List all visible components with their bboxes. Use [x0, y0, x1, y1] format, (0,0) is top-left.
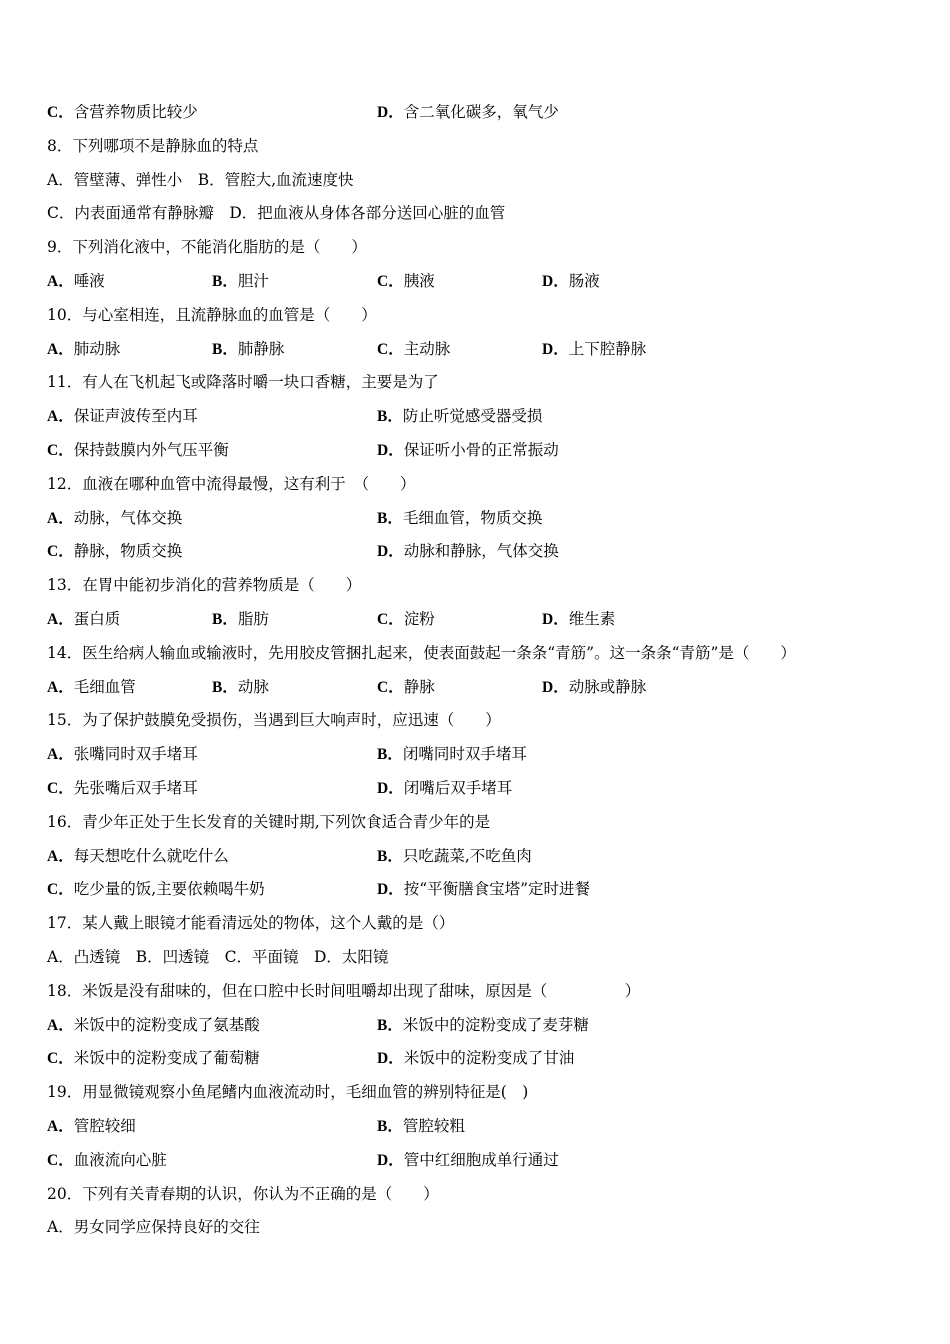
option-text: 动脉和静脉，气体交换	[403, 542, 559, 561]
option-text: 动脉或静脉	[568, 677, 647, 696]
option-text: 管腔较细	[73, 1117, 136, 1135]
option-text: 米饭中的淀粉变成了麦芽糖	[402, 1015, 589, 1034]
question-line: A．管壁薄、弹性小 B．管腔大,血流速度快	[47, 170, 354, 189]
option-text: 吃少量的饭,主要依赖喝牛奶	[73, 880, 265, 899]
option	[47, 100, 198, 125]
option	[47, 337, 120, 362]
option-text: 蛋白质	[73, 610, 121, 628]
option-letter: C．	[47, 1151, 74, 1169]
question-line: A．凸透镜 B．凹透镜 C．平面镜 D．太阳镜	[47, 948, 389, 966]
option	[47, 1046, 260, 1071]
option	[377, 539, 559, 564]
option-letter: B．	[377, 1118, 403, 1135]
option	[212, 607, 269, 632]
option-text: 米饭中的淀粉变成了甘油	[403, 1049, 575, 1068]
option	[377, 1148, 559, 1173]
option	[377, 404, 542, 429]
option	[377, 607, 435, 632]
question-line: 10．与心室相连，且流静脉血的血管是（ ）	[47, 305, 377, 324]
option-letter: A．	[47, 340, 74, 358]
option-letter: C．	[377, 340, 404, 358]
option-text: 肠液	[568, 272, 600, 290]
option	[377, 506, 542, 531]
option-letter: B．	[377, 1016, 403, 1034]
option	[212, 337, 284, 362]
question-line: 11．有人在飞机起飞或降落时嚼一块口香糖，主要是为了	[47, 373, 439, 392]
option-letter: D．	[377, 543, 404, 561]
option-text: 防止听觉感受器受损	[402, 407, 543, 426]
question-line: 19．用显微镜观察小鱼尾鳍内血液流动时，毛细血管的辨别特征是( )	[47, 1083, 529, 1102]
option	[542, 675, 646, 700]
option-text: 胰液	[403, 272, 435, 290]
question-line: 14．医生给病人输血或输液时，先用胶皮管捆扎起来，使表面鼓起一条条“青筋”。这一条条“青筋”是（ ）	[47, 643, 796, 662]
option-letter: A．	[47, 1016, 74, 1034]
option-text: 含二氧化碳多，氧气少	[403, 103, 559, 121]
option-letter: A．	[47, 1118, 74, 1135]
option-text: 保证听小骨的正常振动	[403, 441, 559, 459]
option-text: 主动脉	[403, 339, 451, 358]
option-text: 淀粉	[403, 610, 435, 628]
option-text: 含营养物质比较少	[73, 103, 198, 121]
option-text: 闭嘴同时双手堵耳	[402, 745, 527, 764]
option-text: 肺静脉	[237, 339, 285, 358]
option-letter: B．	[377, 746, 403, 764]
option-letter: A．	[47, 408, 74, 426]
option-letter: D．	[542, 273, 569, 290]
option	[47, 742, 198, 767]
option-letter: D．	[377, 1050, 404, 1068]
option-letter: D．	[377, 1151, 404, 1169]
option-text: 张嘴同时双手堵耳	[73, 745, 198, 764]
option-letter: D．	[377, 881, 404, 899]
option-letter: C．	[377, 678, 404, 696]
question-line: A．男女同学应保持良好的交往	[47, 1218, 260, 1237]
option	[212, 675, 269, 700]
option-letter: C．	[377, 611, 404, 628]
question-line: 9．下列消化液中，不能消化脂肪的是（ ）	[47, 238, 367, 257]
option-letter: D．	[542, 611, 569, 628]
option-letter: B．	[212, 678, 238, 696]
option-letter: D．	[377, 780, 404, 797]
option	[377, 1114, 465, 1139]
option	[542, 269, 600, 294]
question-line: 17．某人戴上眼镜才能看清远处的物体，这个人戴的是（）	[47, 914, 455, 933]
option-letter: D．	[377, 442, 404, 459]
option	[47, 844, 229, 869]
option-letter: B．	[212, 273, 238, 290]
option-text: 毛细血管	[73, 677, 136, 696]
option-letter: C．	[47, 543, 74, 561]
option	[377, 877, 590, 902]
option-text: 米饭中的淀粉变成了葡萄糖	[73, 1049, 260, 1068]
option-letter: B．	[377, 408, 403, 426]
option-text: 动脉，气体交换	[73, 508, 183, 527]
option-text: 按“平衡膳食宝塔”定时进餐	[403, 880, 591, 899]
option-letter: C．	[377, 273, 404, 290]
option-letter: C．	[47, 104, 74, 121]
option	[47, 539, 182, 564]
option-text: 管腔较粗	[402, 1117, 465, 1135]
option	[377, 337, 450, 362]
option-text: 静脉	[403, 677, 435, 696]
option	[47, 269, 105, 294]
option	[377, 1046, 574, 1071]
option-text: 毛细血管，物质交换	[402, 508, 543, 527]
option	[377, 776, 512, 801]
option-letter: A．	[47, 847, 74, 865]
option-letter: D．	[377, 104, 404, 121]
option-text: 脂肪	[237, 610, 269, 628]
option	[47, 1114, 136, 1139]
option	[377, 675, 435, 700]
option	[47, 1013, 260, 1038]
option	[47, 607, 120, 632]
option-letter: B．	[212, 611, 238, 628]
question-line: 20．下列有关青春期的认识，你认为不正确的是（ ）	[47, 1184, 439, 1203]
option	[377, 100, 559, 125]
option-text: 维生素	[568, 610, 616, 628]
option-letter: A．	[47, 509, 74, 527]
option-letter: A．	[47, 678, 74, 696]
option-text: 胆汁	[237, 272, 269, 290]
question-line: 13．在胃中能初步消化的营养物质是（ ）	[47, 576, 362, 595]
option-text: 米饭中的淀粉变成了氨基酸	[73, 1015, 260, 1034]
option-letter: C．	[47, 881, 74, 899]
option-letter: B．	[377, 847, 403, 865]
option-letter: B．	[377, 509, 403, 527]
option-text: 上下腔静脉	[568, 339, 647, 358]
option-text: 管中红细胞成单行通过	[403, 1150, 559, 1169]
option-letter: A．	[47, 611, 74, 628]
option-letter: C．	[47, 1050, 74, 1068]
question-line: 15．为了保护鼓膜免受损伤，当遇到巨大响声时，应迅速（ ）	[47, 711, 501, 730]
question-line: 8．下列哪项不是静脉血的特点	[47, 136, 259, 155]
option	[212, 269, 269, 294]
option	[47, 506, 182, 531]
option-letter: A．	[47, 746, 74, 764]
option	[542, 607, 615, 632]
option	[47, 404, 198, 429]
option-text: 肺动脉	[73, 339, 121, 358]
question-line: C．内表面通常有静脉瓣 D．把血液从身体各部分送回心脏的血管	[47, 204, 506, 223]
option-letter: D．	[542, 678, 569, 696]
question-line: 12．血液在哪种血管中流得最慢，这有利于 （ ）	[47, 474, 416, 493]
option	[47, 438, 229, 463]
option-letter: C．	[47, 780, 74, 797]
option-letter: C．	[47, 442, 74, 459]
option-text: 保证声波传至内耳	[73, 407, 198, 426]
option	[542, 337, 646, 362]
option-text: 先张嘴后双手堵耳	[73, 779, 198, 797]
option	[377, 1013, 589, 1038]
option	[377, 269, 435, 294]
option-text: 每天想吃什么就吃什么	[73, 846, 229, 865]
option-letter: B．	[212, 340, 238, 358]
option-text: 保持鼓膜内外气压平衡	[73, 441, 229, 459]
option-text: 只吃蔬菜,不吃鱼肉	[402, 846, 532, 865]
option	[47, 1148, 167, 1173]
option-letter: D．	[542, 340, 569, 358]
option	[47, 877, 265, 902]
question-line: 18．米饭是没有甜味的，但在口腔中长时间咀嚼却出现了甜味，原因是（ ）	[47, 981, 641, 1000]
option-text: 闭嘴后双手堵耳	[403, 779, 513, 797]
option	[377, 742, 527, 767]
option-text: 静脉，物质交换	[73, 542, 183, 561]
question-line: 16．青少年正处于生长发育的关键时期,下列饮食适合青少年的是	[47, 812, 491, 831]
option-text: 血液流向心脏	[73, 1150, 167, 1169]
option	[377, 438, 559, 463]
option-letter: A．	[47, 273, 74, 290]
option-text: 动脉	[237, 677, 269, 696]
option	[47, 776, 198, 801]
option-text: 唾液	[73, 272, 105, 290]
option	[47, 675, 136, 700]
option	[377, 844, 532, 869]
